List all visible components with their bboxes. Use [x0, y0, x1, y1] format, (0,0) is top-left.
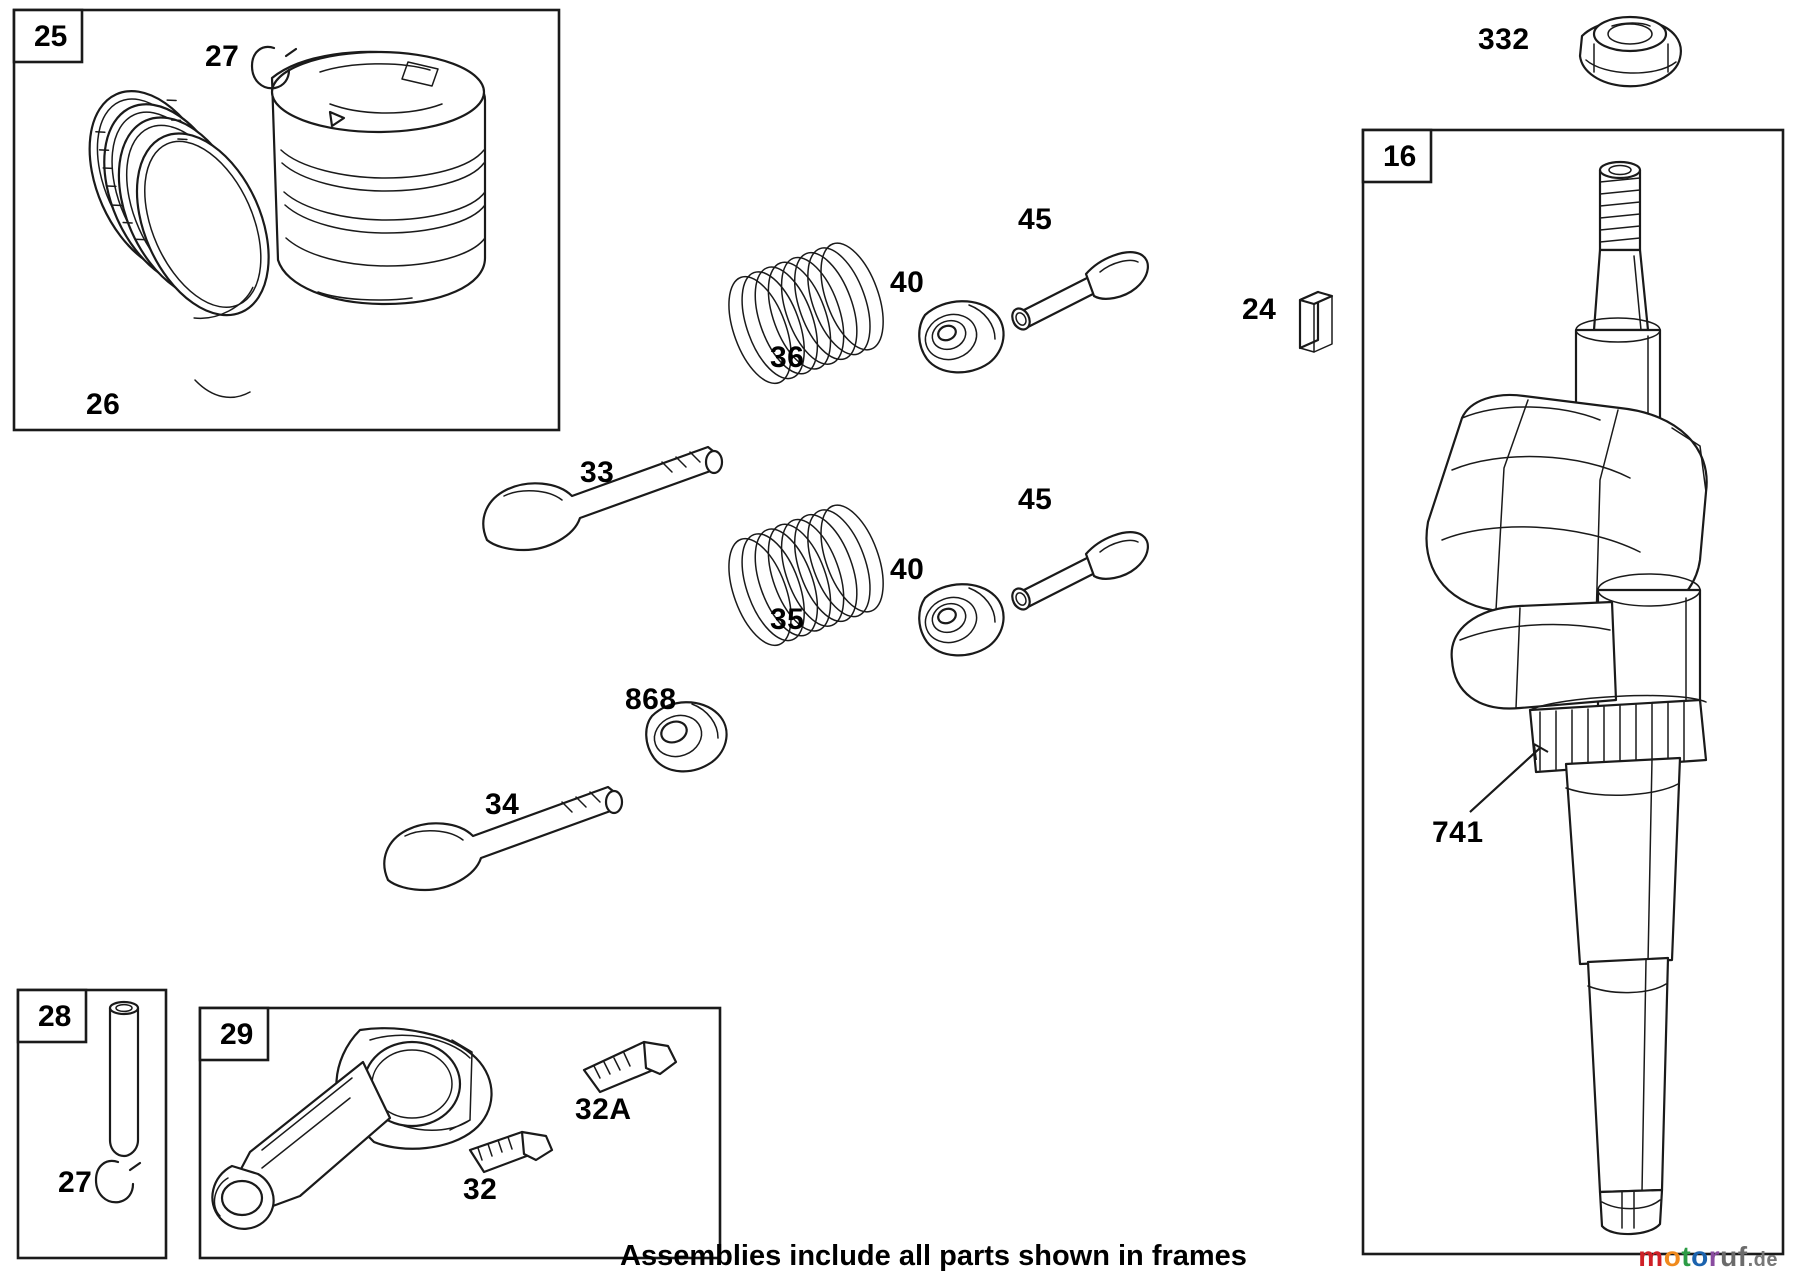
spring-retainer-40-bottom-drawing: [919, 584, 1004, 655]
diagram-footnote: Assemblies include all parts shown in frames: [620, 1240, 1247, 1272]
piston-ring-set-drawing: [63, 60, 294, 397]
callout-868: 868: [625, 683, 677, 716]
watermark-suffix: .de: [1747, 1249, 1778, 1271]
watermark: [1638, 1241, 1778, 1273]
callout-24: 24: [1242, 293, 1277, 326]
watermark-letter-f: f: [1737, 1241, 1748, 1272]
callout-36: 36: [770, 341, 805, 374]
spring-retainer-40-top-drawing: [919, 301, 1004, 372]
callout-741: 741: [1432, 816, 1484, 849]
watermark-letter-o2: o: [1691, 1241, 1709, 1272]
rod-screw-32-drawing: [470, 1132, 552, 1172]
callout-45-top: 45: [1018, 203, 1053, 236]
watermark-letter-u: u: [1720, 1241, 1738, 1272]
callout-40-bottom: 40: [890, 553, 925, 586]
callout-332: 332: [1478, 23, 1530, 56]
retainer-clip-27-bottom: [96, 1161, 140, 1202]
frame-label-16: 16: [1383, 140, 1417, 173]
watermark-letter-r: r: [1708, 1241, 1721, 1272]
watermark-letter-o: o: [1663, 1241, 1682, 1272]
watermark-letter-t: t: [1681, 1241, 1692, 1272]
callout-32: 32: [463, 1173, 498, 1206]
callout-45-bottom: 45: [1018, 483, 1053, 516]
callout-27-top: 27: [205, 40, 240, 73]
piston-drawing: [272, 52, 485, 304]
valve-tappet-45-bottom-drawing: [1009, 532, 1148, 612]
watermark-text: m: [1638, 1241, 1664, 1272]
frame-label-28: 28: [38, 1000, 72, 1033]
valve-spring-36-drawing: [716, 235, 895, 392]
valve-tappet-45-top-drawing: [1009, 252, 1148, 332]
valve-spring-35-drawing: [716, 497, 895, 654]
flywheel-key-24-drawing: [1300, 292, 1332, 352]
crankshaft-nut-332-drawing: [1580, 17, 1681, 86]
callout-34: 34: [485, 788, 520, 821]
callout-35: 35: [770, 603, 805, 636]
frame-label-25: 25: [34, 20, 68, 53]
callout-27-bottom: 27: [58, 1166, 93, 1199]
callout-32A: 32A: [575, 1093, 632, 1126]
crankshaft-drawing: [1426, 162, 1706, 1234]
callout-33: 33: [580, 456, 615, 489]
frame-label-29: 29: [220, 1018, 254, 1051]
callout-26: 26: [86, 388, 121, 421]
rod-bolt-32A-drawing: [584, 1042, 676, 1092]
piston-pin-drawing: [110, 1002, 138, 1156]
callout-40-top: 40: [890, 266, 925, 299]
